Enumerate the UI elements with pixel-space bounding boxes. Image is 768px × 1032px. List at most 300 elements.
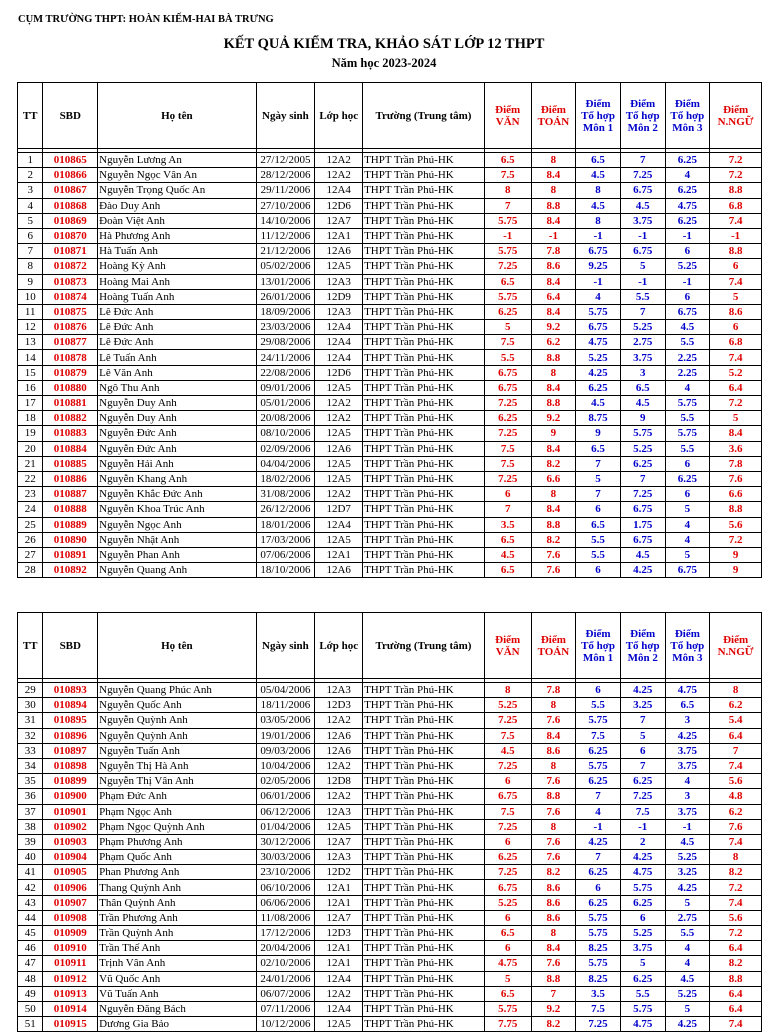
cell-toan: 7.6 (531, 713, 576, 728)
cell-dob: 29/11/2006 (256, 183, 315, 198)
cell-class: 12A3 (315, 850, 363, 865)
cell-van: 7.5 (484, 456, 531, 471)
cell-th3: 5 (665, 1001, 710, 1016)
col-header-th2-line: Môn 2 (627, 651, 658, 664)
cell-th2: 7 (620, 713, 665, 728)
cell-sbd: 010878 (43, 350, 98, 365)
cell-sbd: 010914 (43, 1001, 98, 1016)
col-header-dob: Ngày sinh (256, 613, 315, 679)
cell-school: THPT Trần Phú-HK (363, 350, 485, 365)
cell-sbd: 010901 (43, 804, 98, 819)
cell-toan: -1 (531, 228, 576, 243)
cell-name: Hà Phương Anh (98, 228, 256, 243)
cell-tt: 11 (18, 304, 43, 319)
cell-school: THPT Trần Phú-HK (363, 804, 485, 819)
cell-dob: 03/05/2006 (256, 713, 315, 728)
cell-nn: 6.6 (710, 487, 762, 502)
cell-toan: 8.6 (531, 743, 576, 758)
cell-school: THPT Trần Phú-HK (363, 547, 485, 562)
cell-class: 12A5 (315, 1017, 363, 1032)
cell-sbd: 010895 (43, 713, 98, 728)
cell-van: 6.5 (484, 274, 531, 289)
cell-van: 7.25 (484, 758, 531, 773)
cell-nn: 8.8 (710, 244, 762, 259)
col-header-th3-line: Tổ hợp (670, 109, 705, 122)
cell-nn: 7.6 (710, 819, 762, 834)
cell-th3: 5.5 (665, 411, 710, 426)
cell-toan: 8 (531, 758, 576, 773)
table-row (18, 532, 762, 547)
cell-th3: -1 (665, 228, 710, 243)
cell-th1: 6.25 (576, 380, 621, 395)
cell-th2: 5.75 (620, 880, 665, 895)
cell-th1: 5.75 (576, 956, 621, 971)
cell-th2: 7 (620, 304, 665, 319)
cell-school: THPT Trần Phú-HK (363, 956, 485, 971)
cell-th1: 6.75 (576, 320, 621, 335)
col-header-name: Họ tên (98, 83, 256, 149)
cell-th3: 6 (665, 456, 710, 471)
cell-name: Nguyễn Ngọc Vân An (98, 168, 256, 183)
cell-th2: 6.75 (620, 532, 665, 547)
cell-th3: 4.75 (665, 198, 710, 213)
col-header-th3-line: Điểm (674, 627, 700, 640)
cell-th1: 6 (576, 880, 621, 895)
cell-class: 12A4 (315, 971, 363, 986)
cell-sbd: 010912 (43, 971, 98, 986)
report-title: KẾT QUẢ KIỂM TRA, KHẢO SÁT LỚP 12 THPT (223, 36, 545, 52)
cell-th2: 6 (620, 743, 665, 758)
cell-th2: 5.5 (620, 289, 665, 304)
cell-school: THPT Trần Phú-HK (363, 471, 485, 486)
cell-nn: 7.4 (710, 350, 762, 365)
table-row (18, 502, 762, 517)
cell-tt: 20 (18, 441, 43, 456)
cell-school: THPT Trần Phú-HK (363, 563, 485, 578)
cell-th1: 4.5 (576, 198, 621, 213)
table-row (18, 244, 762, 259)
cell-toan: 8.8 (531, 396, 576, 411)
cell-name: Trịnh Vân Anh (98, 956, 256, 971)
table-row (18, 198, 762, 213)
cell-school: THPT Trần Phú-HK (363, 926, 485, 941)
table-row (18, 774, 762, 789)
cell-van: 5.25 (484, 698, 531, 713)
col-header-th2-line: Điểm (630, 97, 656, 110)
cell-tt: 49 (18, 986, 43, 1001)
cell-van: 6.75 (484, 789, 531, 804)
table-row (18, 547, 762, 562)
cell-th1: 4.75 (576, 335, 621, 350)
cell-name: Nguyễn Khắc Đức Anh (98, 487, 256, 502)
table-row (18, 380, 762, 395)
cell-th2: 5.5 (620, 986, 665, 1001)
cell-class: 12A2 (315, 168, 363, 183)
cell-name: Đoàn Việt Anh (98, 213, 256, 228)
cell-van: 6.5 (484, 532, 531, 547)
cell-class: 12A5 (315, 259, 363, 274)
cell-nn: 7.4 (710, 834, 762, 849)
cell-nn: 7.2 (710, 532, 762, 547)
cell-toan: 7.6 (531, 547, 576, 562)
cell-school: THPT Trần Phú-HK (363, 441, 485, 456)
cell-class: 12D3 (315, 698, 363, 713)
cell-school: THPT Trần Phú-HK (363, 426, 485, 441)
cell-tt: 8 (18, 259, 43, 274)
cell-tt: 32 (18, 728, 43, 743)
cell-th3: 4.75 (665, 683, 710, 698)
cell-th3: 5.5 (665, 926, 710, 941)
col-header-nn (710, 613, 762, 679)
cell-th2: 7 (620, 153, 665, 168)
cell-th3: 5.25 (665, 259, 710, 274)
cell-th1: 4.25 (576, 834, 621, 849)
table-row (18, 728, 762, 743)
cell-sbd: 010874 (43, 289, 98, 304)
cell-th2: 5.75 (620, 426, 665, 441)
cluster-name: CỤM TRƯỜNG THPT: HOÀN KIẾM-HAI BÀ TRƯNG (18, 14, 274, 25)
col-header-th2-line: Điểm (630, 627, 656, 640)
cell-th3: 4.25 (665, 728, 710, 743)
cell-nn: 7.4 (710, 274, 762, 289)
cell-th3: 4 (665, 380, 710, 395)
table-row (18, 517, 762, 532)
col-header-th3-line: Điểm (674, 97, 700, 110)
cell-tt: 21 (18, 456, 43, 471)
cell-class: 12A7 (315, 834, 363, 849)
cell-name: Phạm Quốc Anh (98, 850, 256, 865)
cell-van: 5.75 (484, 244, 531, 259)
cell-tt: 45 (18, 926, 43, 941)
cell-tt: 33 (18, 743, 43, 758)
cell-tt: 15 (18, 365, 43, 380)
cell-dob: 11/12/2006 (256, 228, 315, 243)
table-row (18, 289, 762, 304)
cell-van: 6 (484, 910, 531, 925)
cell-toan: 8 (531, 153, 576, 168)
cell-van: 7.5 (484, 728, 531, 743)
cell-th3: 4.5 (665, 971, 710, 986)
cell-nn: 7.4 (710, 758, 762, 773)
table-row (18, 895, 762, 910)
col-header-van-line: VĂN (495, 645, 520, 658)
cell-dob: 30/03/2006 (256, 850, 315, 865)
cell-th2: 4.5 (620, 547, 665, 562)
cell-class: 12A5 (315, 819, 363, 834)
table-row (18, 926, 762, 941)
cell-nn: 9 (710, 547, 762, 562)
cell-toan: 8.8 (531, 517, 576, 532)
table-row (18, 335, 762, 350)
cell-nn: 6.4 (710, 728, 762, 743)
cell-nn: 5.6 (710, 910, 762, 925)
cell-school: THPT Trần Phú-HK (363, 396, 485, 411)
cell-tt: 29 (18, 683, 43, 698)
cell-school: THPT Trần Phú-HK (363, 487, 485, 502)
cell-th1: 8 (576, 213, 621, 228)
table-row (18, 1001, 762, 1016)
col-header-van-line: Điểm (495, 103, 521, 116)
cell-th3: 4.25 (665, 1017, 710, 1032)
cell-th1: 4 (576, 804, 621, 819)
cell-dob: 24/01/2006 (256, 971, 315, 986)
cell-van: 4.5 (484, 743, 531, 758)
cell-th1: 5.75 (576, 926, 621, 941)
cell-th3: 6.75 (665, 304, 710, 319)
cell-sbd: 010867 (43, 183, 98, 198)
cell-name: Nguyễn Phan Anh (98, 547, 256, 562)
cell-school: THPT Trần Phú-HK (363, 517, 485, 532)
cell-name: Lê Tuấn Anh (98, 350, 256, 365)
cell-th1: 7 (576, 456, 621, 471)
col-header-nn-line: Điểm (723, 633, 749, 646)
cell-name: Nguyễn Ngọc Anh (98, 517, 256, 532)
cell-th3: 2.25 (665, 365, 710, 380)
cell-name: Hoàng Tuấn Anh (98, 289, 256, 304)
table-row (18, 304, 762, 319)
cell-nn: 8.6 (710, 304, 762, 319)
cell-th1: 6.5 (576, 441, 621, 456)
cell-dob: 05/01/2006 (256, 396, 315, 411)
col-header-th1 (576, 613, 621, 679)
cell-dob: 20/08/2006 (256, 411, 315, 426)
cell-th2: 4.25 (620, 850, 665, 865)
cell-van: 7.5 (484, 168, 531, 183)
cell-van: 5.5 (484, 350, 531, 365)
cell-sbd: 010889 (43, 517, 98, 532)
cell-th1: -1 (576, 274, 621, 289)
cell-sbd: 010904 (43, 850, 98, 865)
cell-toan: 8.2 (531, 532, 576, 547)
cell-dob: 11/08/2006 (256, 910, 315, 925)
cell-school: THPT Trần Phú-HK (363, 971, 485, 986)
cell-tt: 42 (18, 880, 43, 895)
cell-th3: 5.75 (665, 396, 710, 411)
cell-dob: 27/12/2005 (256, 153, 315, 168)
cell-class: 12A1 (315, 895, 363, 910)
cell-toan: 6.2 (531, 335, 576, 350)
cell-th2: 6.25 (620, 774, 665, 789)
col-header-th3-line: Tổ hợp (670, 639, 705, 652)
table-row (18, 274, 762, 289)
cell-sbd: 010891 (43, 547, 98, 562)
cell-dob: 18/11/2006 (256, 698, 315, 713)
cell-name: Nguyễn Khoa Trúc Anh (98, 502, 256, 517)
cell-school: THPT Trần Phú-HK (363, 365, 485, 380)
cell-th1: 6.5 (576, 517, 621, 532)
cell-th1: 4.5 (576, 168, 621, 183)
cell-van: 6.75 (484, 365, 531, 380)
cell-class: 12A4 (315, 183, 363, 198)
cell-toan: 8.4 (531, 502, 576, 517)
col-header-dob: Ngày sinh (256, 83, 315, 149)
cell-class: 12A4 (315, 320, 363, 335)
cell-th2: 6.75 (620, 244, 665, 259)
cell-school: THPT Trần Phú-HK (363, 713, 485, 728)
table-row (18, 168, 762, 183)
cell-th1: 6.25 (576, 865, 621, 880)
table-row (18, 396, 762, 411)
cell-dob: 27/10/2006 (256, 198, 315, 213)
table-row (18, 228, 762, 243)
cell-van: 7.25 (484, 819, 531, 834)
table-row (18, 350, 762, 365)
col-header-class: Lớp học (315, 83, 363, 149)
table-row (18, 789, 762, 804)
col-header-th3-line: Môn 3 (672, 121, 703, 134)
cell-school: THPT Trần Phú-HK (363, 698, 485, 713)
col-header-van-line: Điểm (495, 633, 521, 646)
cell-dob: 13/01/2006 (256, 274, 315, 289)
cell-tt: 25 (18, 517, 43, 532)
cell-tt: 46 (18, 941, 43, 956)
cell-th2: -1 (620, 274, 665, 289)
cell-dob: 31/08/2006 (256, 487, 315, 502)
cell-class: 12A6 (315, 743, 363, 758)
cell-dob: 10/12/2006 (256, 1017, 315, 1032)
cell-class: 12A2 (315, 986, 363, 1001)
cell-toan: 8 (531, 926, 576, 941)
cell-sbd: 010907 (43, 895, 98, 910)
cell-school: THPT Trần Phú-HK (363, 213, 485, 228)
cell-name: Thang Quỳnh Anh (98, 880, 256, 895)
col-header-tt: TT (18, 83, 43, 149)
cell-class: 12D6 (315, 198, 363, 213)
cell-dob: 20/04/2006 (256, 941, 315, 956)
cell-th3: 6 (665, 244, 710, 259)
cell-toan: 9.2 (531, 320, 576, 335)
cell-van: 6.25 (484, 304, 531, 319)
cell-name: Thân Quỳnh Anh (98, 895, 256, 910)
cell-th2: 9 (620, 411, 665, 426)
cell-class: 12A6 (315, 441, 363, 456)
cell-class: 12A5 (315, 471, 363, 486)
cell-school: THPT Trần Phú-HK (363, 941, 485, 956)
cell-dob: 01/04/2006 (256, 819, 315, 834)
cell-sbd: 010893 (43, 683, 98, 698)
cell-name: Nguyễn Thị Vân Anh (98, 774, 256, 789)
table-row (18, 259, 762, 274)
cell-dob: 06/07/2006 (256, 986, 315, 1001)
cell-th2: 7 (620, 471, 665, 486)
cell-th3: 3.75 (665, 758, 710, 773)
cell-sbd: 010894 (43, 698, 98, 713)
cell-class: 12A6 (315, 244, 363, 259)
cell-dob: 22/08/2006 (256, 365, 315, 380)
cell-name: Vũ Tuấn Anh (98, 986, 256, 1001)
table-row (18, 183, 762, 198)
cell-th1: 4 (576, 289, 621, 304)
cell-name: Nguyễn Nhật Anh (98, 532, 256, 547)
cell-sbd: 010865 (43, 153, 98, 168)
cell-sbd: 010911 (43, 956, 98, 971)
cell-nn: 8.8 (710, 971, 762, 986)
cell-sbd: 010877 (43, 335, 98, 350)
cell-class: 12D6 (315, 365, 363, 380)
cell-toan: 8 (531, 487, 576, 502)
cell-dob: 30/12/2006 (256, 834, 315, 849)
cell-tt: 7 (18, 244, 43, 259)
cell-th2: 5.25 (620, 320, 665, 335)
cell-class: 12A5 (315, 426, 363, 441)
col-header-toan-line: TOÁN (537, 115, 570, 128)
table-row (18, 698, 762, 713)
table-row (18, 411, 762, 426)
cell-th2: 5 (620, 728, 665, 743)
cell-dob: 05/04/2006 (256, 683, 315, 698)
cell-nn: 8.8 (710, 183, 762, 198)
cell-dob: 14/10/2006 (256, 213, 315, 228)
cell-tt: 28 (18, 563, 43, 578)
cell-dob: 26/01/2006 (256, 289, 315, 304)
cell-th1: 6.75 (576, 244, 621, 259)
cell-class: 12A1 (315, 880, 363, 895)
col-header-nn-line: N.NGỮ (717, 115, 754, 128)
cell-toan: 8.6 (531, 895, 576, 910)
col-header-school: Trường (Trung tâm) (363, 83, 485, 149)
cell-class: 12A1 (315, 547, 363, 562)
cell-sbd: 010903 (43, 834, 98, 849)
cell-sbd: 010897 (43, 743, 98, 758)
cell-th1: 5.5 (576, 532, 621, 547)
cell-th3: 6.75 (665, 563, 710, 578)
col-header-th1-line: Môn 1 (582, 651, 614, 664)
col-header-th2-line: Tổ hợp (625, 639, 660, 652)
cell-van: 6.25 (484, 411, 531, 426)
table-row (18, 758, 762, 773)
cell-sbd: 010884 (43, 441, 98, 456)
col-header-van-line: VĂN (495, 115, 520, 128)
cell-th2: 5.25 (620, 441, 665, 456)
cell-sbd: 010900 (43, 789, 98, 804)
table-row (18, 1017, 762, 1032)
cell-dob: 18/01/2006 (256, 517, 315, 532)
cell-school: THPT Trần Phú-HK (363, 274, 485, 289)
results-table-2 (17, 612, 762, 1032)
cell-sbd: 010873 (43, 274, 98, 289)
cell-th2: 1.75 (620, 517, 665, 532)
cell-nn: 7.8 (710, 456, 762, 471)
cell-van: 4.75 (484, 956, 531, 971)
cell-th3: 5.5 (665, 441, 710, 456)
cell-th3: 6.5 (665, 698, 710, 713)
cell-van: 6 (484, 941, 531, 956)
cell-class: 12A1 (315, 941, 363, 956)
cell-th2: 6.75 (620, 183, 665, 198)
cell-th3: 4 (665, 532, 710, 547)
col-header-school: Trường (Trung tâm) (363, 613, 485, 679)
cell-sbd: 010869 (43, 213, 98, 228)
col-header-class: Lớp học (315, 613, 363, 679)
cell-tt: 39 (18, 834, 43, 849)
cell-nn: 8.2 (710, 865, 762, 880)
cell-van: 6.75 (484, 380, 531, 395)
cell-tt: 23 (18, 487, 43, 502)
cell-th3: 6.25 (665, 183, 710, 198)
cell-th1: 6 (576, 502, 621, 517)
cell-th1: 4.5 (576, 396, 621, 411)
cell-th1: 5.5 (576, 698, 621, 713)
cell-name: Phạm Đức Anh (98, 789, 256, 804)
cell-toan: 7.6 (531, 804, 576, 819)
cell-van: 5 (484, 971, 531, 986)
header-row (18, 613, 762, 679)
cell-nn: 6.2 (710, 804, 762, 819)
cell-school: THPT Trần Phú-HK (363, 304, 485, 319)
cell-van: 8 (484, 183, 531, 198)
cell-th2: 3.75 (620, 350, 665, 365)
table-row (18, 971, 762, 986)
